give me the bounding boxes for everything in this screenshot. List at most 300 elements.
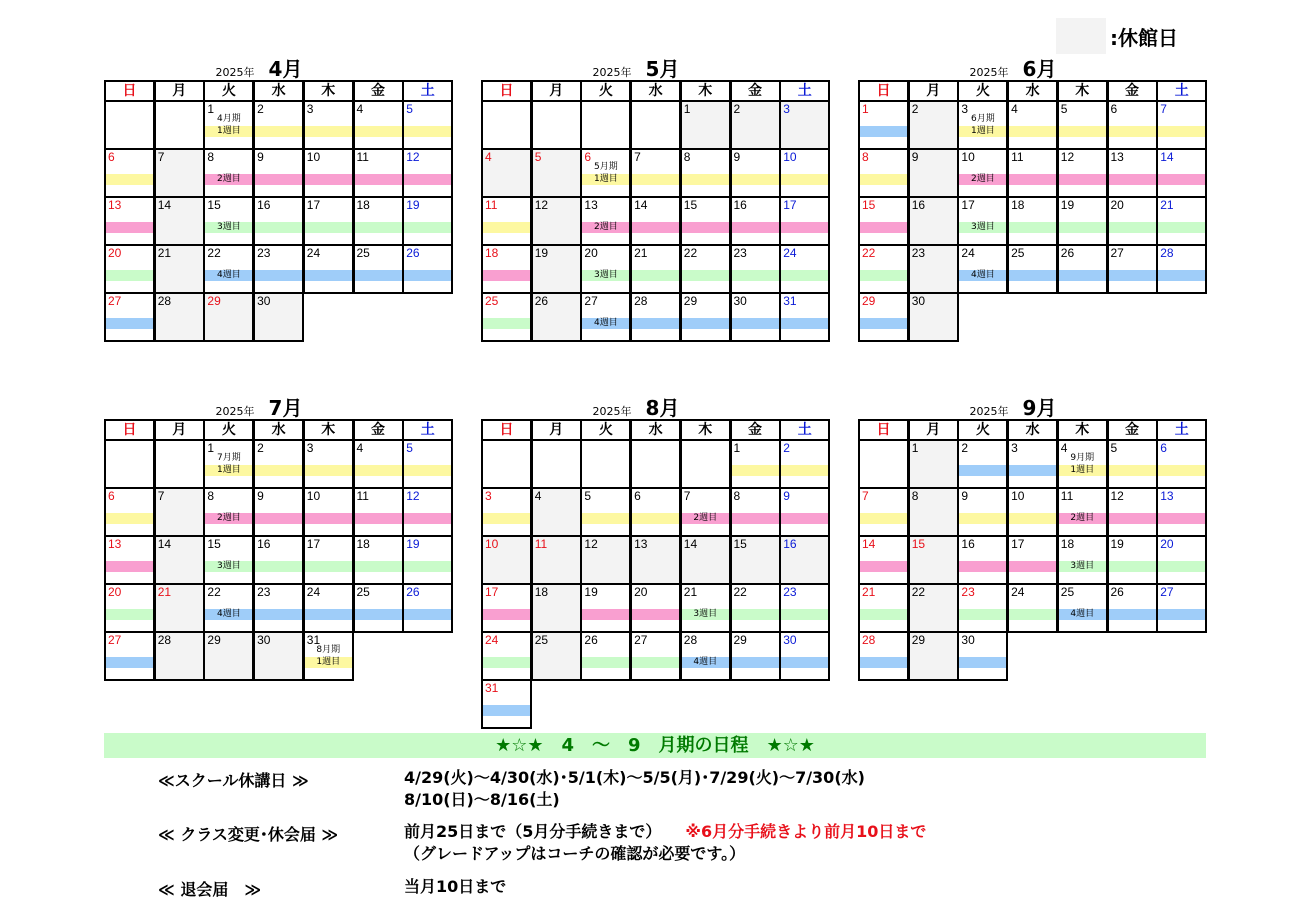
day-cell [104,148,155,198]
legend-label: :休館日 [1110,25,1178,50]
weekday-header: 月 [531,419,582,441]
week-bar [860,270,907,281]
week-label: 4週目 [971,270,995,280]
week-bar [255,561,302,572]
day-number: 7 [1160,102,1167,116]
week-bar [1158,222,1205,233]
day-number: 28 [634,294,648,308]
week-bar [1109,561,1156,572]
day-number: 9 [961,489,969,503]
week-bar [1059,270,1106,281]
day-number: 29 [683,294,698,308]
week-bar [959,609,1006,620]
note-text-class-change [404,821,926,865]
weekday-header: 月 [154,419,205,441]
week-bar [781,222,828,233]
weekday-header: 水 [630,80,681,102]
day-number: 14 [157,537,172,551]
day-number: 27 [584,294,598,308]
day-cell [580,196,631,246]
day-number: 8 [733,489,741,503]
day-number: 27 [108,294,122,308]
week-bar [732,318,779,329]
day-number: 27 [108,633,122,647]
empty-day-cell [154,439,205,489]
month-grid [481,80,831,340]
day-number: 20 [634,585,648,599]
day-cell [303,583,354,633]
day-cell [481,148,532,198]
weekday-header: 土 [402,419,453,441]
month-label: 7月 [268,396,303,420]
term-label: 9月期 [1070,453,1095,463]
day-cell [1107,148,1158,198]
day-cell [908,583,959,633]
week-bar [404,465,451,476]
note-label-withdrawal: ≪ 退会届 ≫ [158,880,262,899]
week-bar [483,705,530,716]
weekday-header: 水 [630,419,681,441]
day-number: 27 [1160,585,1174,599]
day-cell [402,196,453,246]
note-line: 4/29(火)～4/30(水)･5/1(木)～5/5(月)･7/29(火)～7/30(水) [404,768,865,787]
week-bar [483,513,530,524]
day-cell [303,148,354,198]
day-cell [630,148,681,198]
day-cell [531,487,582,537]
day-number: 25 [534,633,549,647]
day-cell [858,196,909,246]
week-bar [305,609,352,620]
day-number: 22 [683,246,698,260]
week-label-wrap [205,221,252,233]
day-number: 2 [257,102,264,116]
day-cell [1107,439,1158,489]
day-cell [908,487,959,537]
day-cell [779,196,830,246]
weekday-header: 日 [481,80,532,102]
day-number: 27 [634,633,648,647]
week-bar [355,465,402,476]
day-cell [580,487,631,537]
day-cell [481,487,532,537]
day-cell [481,679,532,729]
month-label: 9月 [1022,396,1057,420]
empty-day-cell [680,439,731,489]
week-bar [1009,222,1056,233]
day-number: 6 [584,150,592,164]
day-number: 16 [911,198,926,212]
month-title [858,58,1208,80]
month-grid [858,419,1208,679]
week-bar [255,174,302,185]
month-calendar [104,397,454,679]
day-number: 31 [783,294,797,308]
empty-day-cell [580,439,631,489]
week-bar [404,609,451,620]
day-number: 19 [534,246,549,260]
weekday-header: 木 [303,80,354,102]
day-number: 30 [733,294,747,308]
day-cell [1007,196,1058,246]
day-cell [779,439,830,489]
week-label-wrap [582,173,629,185]
day-number: 6 [108,150,115,164]
day-cell [303,535,354,585]
day-cell [779,583,830,633]
weekday-header: 月 [154,80,205,102]
day-cell [1107,244,1158,294]
week-label: 2週目 [594,222,618,232]
week-bar [106,270,153,281]
day-number: 20 [1110,198,1124,212]
day-cell [957,100,1008,150]
week-bar [860,126,907,137]
empty-day-cell [481,439,532,489]
week-bar [404,174,451,185]
day-cell [1156,487,1207,537]
day-number: 16 [961,537,975,551]
day-number: 8 [862,150,869,164]
day-cell [1007,487,1058,537]
day-cell [203,100,254,150]
day-cell [353,196,404,246]
day-number: 30 [257,294,271,308]
week-label: 2週目 [217,174,241,184]
day-number: 21 [157,246,172,260]
day-number: 10 [306,150,321,164]
week-bar [959,513,1006,524]
day-number: 23 [733,246,747,260]
day-number: 19 [584,585,598,599]
week-bar [106,609,153,620]
day-cell [1057,583,1108,633]
day-cell [481,244,532,294]
day-cell [531,535,582,585]
week-label-wrap [1059,608,1106,620]
week-bar [632,657,679,668]
week-bar [1158,174,1205,185]
week-bar [106,513,153,524]
week-bar [1009,174,1056,185]
week-bar [1158,561,1205,572]
day-cell [353,439,404,489]
day-number: 3 [485,489,492,503]
day-cell [303,487,354,537]
week-bar [1009,270,1056,281]
week-label-wrap [959,173,1006,185]
day-cell [1057,244,1108,294]
week-label: 1週目 [594,174,618,184]
day-number: 1 [911,441,919,455]
day-number: 15 [207,537,221,551]
week-label: 3週目 [693,609,718,619]
day-cell [154,487,205,537]
day-number: 11 [1011,150,1024,164]
week-bar [781,174,828,185]
day-cell [730,487,781,537]
day-number: 24 [783,246,797,260]
day-number: 15 [862,198,876,212]
day-number: 4 [1011,102,1018,116]
day-cell [481,583,532,633]
note-line: （グレードアップはコーチの確認が必要です。） [404,844,746,863]
month-label: 5月 [645,57,680,81]
day-number: 3 [1011,441,1018,455]
day-number: 9 [783,489,790,503]
day-number: 21 [157,585,172,599]
day-number: 11 [356,150,369,164]
day-number: 1 [207,441,215,455]
day-cell [730,148,781,198]
day-number: 1 [733,441,741,455]
day-number: 8 [207,489,215,503]
day-number: 7 [634,150,641,164]
day-cell [531,631,582,681]
day-cell [531,196,582,246]
day-cell [957,583,1008,633]
weekday-header: 木 [680,80,731,102]
weekday-header: 火 [580,80,631,102]
day-cell [253,487,304,537]
week-label-wrap [205,173,252,185]
day-number: 4 [356,102,364,116]
month-grid [481,419,831,695]
day-cell [203,244,254,294]
weekday-header: 金 [1107,419,1158,441]
week-bar [1059,126,1106,137]
day-cell [203,292,254,342]
week-label-wrap [582,269,629,281]
day-cell [353,244,404,294]
week-bar [1158,609,1205,620]
day-number: 5 [406,102,413,116]
day-number: 16 [783,537,797,551]
day-cell [580,535,631,585]
note-text-withdrawal [404,876,506,898]
day-cell [402,148,453,198]
week-label: 3週目 [594,270,618,280]
day-cell [580,631,631,681]
day-cell [154,196,205,246]
empty-day-cell [630,439,681,489]
week-bar [305,174,352,185]
note-emphasis: ※6月分手続きより前月10日まで [685,822,927,841]
day-number: 20 [584,246,598,260]
year-label: 2025年 [592,405,632,418]
week-bar [1059,222,1106,233]
day-number: 25 [356,246,370,260]
week-label-wrap [959,125,1006,137]
day-number: 26 [406,246,420,260]
week-bar [632,174,679,185]
day-number: 22 [862,246,876,260]
day-number: 4 [1060,441,1068,455]
day-cell [630,583,681,633]
week-bar [305,513,352,524]
weekday-header: 金 [1107,80,1158,102]
day-number: 13 [584,198,598,212]
week-bar [781,318,828,329]
empty-day-cell [104,439,155,489]
day-cell [680,535,731,585]
day-cell [858,631,909,681]
day-cell [908,196,959,246]
day-cell [630,535,681,585]
day-number: 13 [1160,489,1174,503]
week-label: 2週目 [1070,513,1095,523]
day-number: 22 [207,585,221,599]
day-cell [779,148,830,198]
week-bar [255,270,302,281]
week-bar [1109,609,1156,620]
day-cell [154,148,205,198]
day-cell [253,196,304,246]
weekday-header: 日 [858,80,909,102]
week-label: 3週目 [217,561,241,571]
day-number: 26 [406,585,420,599]
week-bar [781,609,828,620]
day-number: 29 [207,294,221,308]
day-cell [203,439,254,489]
day-cell [730,535,781,585]
day-number: 1 [683,102,691,116]
day-number: 18 [534,585,549,599]
week-bar [1109,126,1156,137]
weekday-header: 木 [1057,419,1108,441]
day-number: 24 [306,585,321,599]
day-cell [1057,535,1108,585]
week-label-wrap [682,656,729,668]
day-cell [253,535,304,585]
day-number: 18 [1060,537,1075,551]
day-number: 14 [634,198,648,212]
week-bar [305,222,352,233]
term-label: 7月期 [217,453,241,463]
day-cell [680,631,731,681]
day-number: 17 [961,198,975,212]
week-bar [682,318,729,329]
day-number: 2 [783,441,790,455]
week-bar [255,465,302,476]
day-number: 5 [1110,441,1118,455]
week-bar [860,318,907,329]
week-bar [860,222,907,233]
week-bar [355,270,402,281]
day-number: 13 [634,537,648,551]
day-number: 9 [911,150,919,164]
week-bar [255,513,302,524]
day-number: 20 [108,246,122,260]
week-label-wrap [205,464,252,476]
day-cell [680,100,731,150]
day-cell [630,631,681,681]
weekday-header: 金 [353,80,404,102]
day-number: 24 [306,246,321,260]
year-label: 2025年 [592,66,632,79]
day-cell [154,583,205,633]
weekday-header: 水 [1007,80,1058,102]
day-number: 11 [356,489,369,503]
week-bar [732,270,779,281]
day-number: 12 [1060,150,1075,164]
week-bar [582,513,629,524]
week-bar [404,270,451,281]
week-bar [732,222,779,233]
weekday-header: 火 [957,419,1008,441]
day-cell [154,292,205,342]
weekday-header: 金 [730,419,781,441]
day-number: 23 [783,585,797,599]
day-cell [779,535,830,585]
day-cell [1107,583,1158,633]
day-cell [154,535,205,585]
empty-day-cell [531,439,582,489]
week-bar [255,126,302,137]
weekday-header: 月 [908,419,959,441]
week-label-wrap [1059,512,1106,524]
day-cell [203,196,254,246]
day-number: 11 [1060,489,1074,503]
note-text-school-closed [404,767,865,811]
empty-day-cell [531,100,582,150]
week-label-wrap [959,221,1006,233]
week-bar [632,609,679,620]
day-cell [253,439,304,489]
week-label-wrap [1059,560,1106,572]
day-cell [630,487,681,537]
day-cell [1057,439,1108,489]
week-bar [1009,126,1056,137]
day-number: 25 [485,294,499,308]
day-cell [957,631,1008,681]
day-cell [203,487,254,537]
day-number: 15 [683,198,698,212]
day-cell [680,244,731,294]
week-label-wrap [682,608,729,620]
day-number: 12 [1110,489,1124,503]
day-number: 24 [485,633,499,647]
week-bar [1158,270,1205,281]
weekday-header: 水 [253,80,304,102]
day-number: 28 [157,294,172,308]
week-bar [632,513,679,524]
day-number: 10 [783,150,797,164]
day-number: 21 [862,585,876,599]
day-number: 29 [733,633,747,647]
week-bar [355,222,402,233]
month-calendar [858,397,1208,679]
day-number: 19 [406,537,420,551]
day-cell [402,535,453,585]
day-number: 30 [783,633,797,647]
month-grid [104,419,454,679]
day-cell [779,631,830,681]
week-bar [305,465,352,476]
week-bar [483,318,530,329]
day-cell [630,196,681,246]
week-bar [1158,465,1205,476]
day-number: 12 [534,198,549,212]
week-bar [1109,222,1156,233]
day-number: 13 [108,537,122,551]
day-number: 3 [783,102,790,116]
day-number: 8 [683,150,691,164]
weekday-header: 火 [580,419,631,441]
day-cell [481,196,532,246]
day-number: 7 [157,150,165,164]
note-label-class-change: ≪ クラス変更･休会届 ≫ [158,825,339,844]
